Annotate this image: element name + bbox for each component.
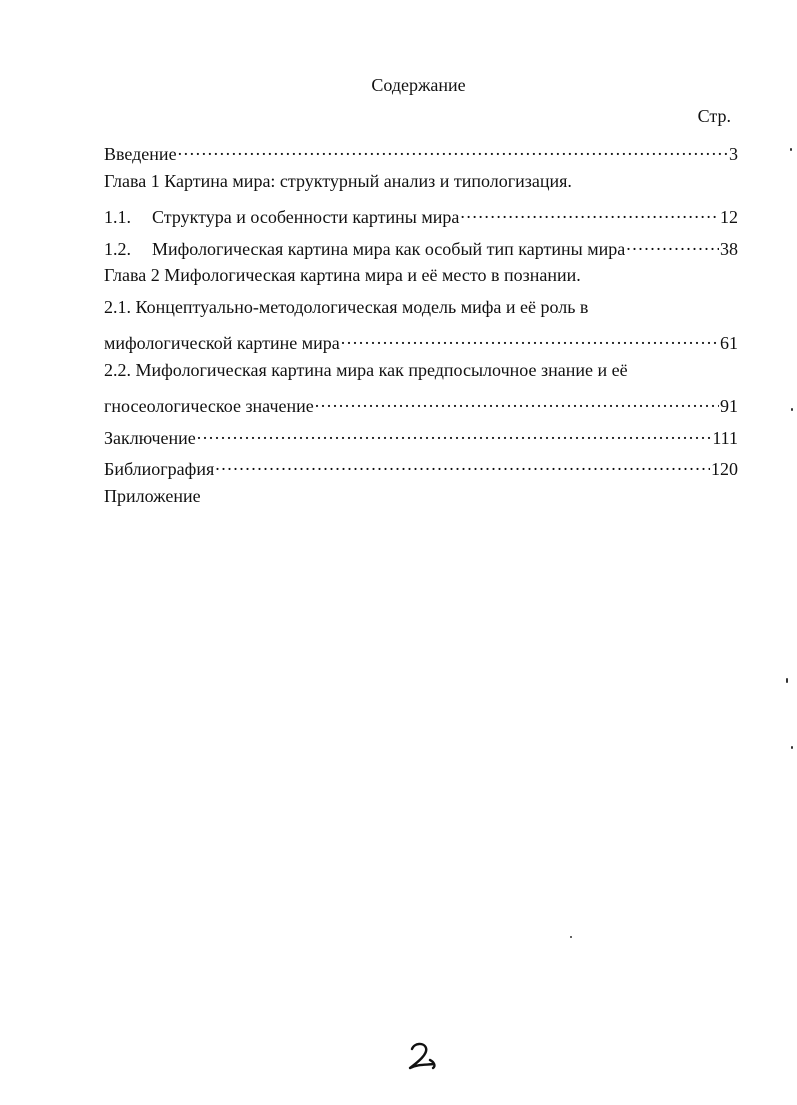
toc-entry xyxy=(104,390,738,422)
scan-speck xyxy=(791,746,793,749)
toc-entry-line xyxy=(104,485,738,517)
toc-entry-label: 2.2. Мифологическая картина мира как предпосылочное знание и её xyxy=(104,359,628,380)
toc-entry-page: 111 xyxy=(712,427,738,448)
toc-entry-line xyxy=(104,359,738,391)
toc-entry-label: Приложение xyxy=(104,485,201,506)
toc-entry xyxy=(104,422,738,454)
toc-entry-page: 3 xyxy=(729,144,738,164)
toc-entry-label: 2.1. Концептуально-методологическая модель мифа и её роль в xyxy=(104,296,589,317)
dot-leader xyxy=(460,201,719,223)
table-of-contents xyxy=(104,138,738,516)
toc-entry xyxy=(104,453,738,485)
toc-entry-label: мифологической картине мира xyxy=(104,333,340,353)
scan-speck xyxy=(791,408,793,411)
toc-entry-label: Глава 2 Мифологическая картина мира и её место в познании. xyxy=(104,265,581,285)
toc-entry-label: Глава 1 Картина мира: структурный анализ и типологизация. xyxy=(104,170,572,191)
dot-leader xyxy=(626,233,719,255)
scan-speck xyxy=(570,936,572,938)
page-title: Содержание xyxy=(371,75,466,95)
toc-entry-label: гносеологическое значение xyxy=(104,396,314,416)
page-column-label: Стр. xyxy=(697,106,731,126)
toc-entry-label: Введение xyxy=(104,144,177,164)
toc-entry xyxy=(104,201,738,233)
toc-entry-page: 120 xyxy=(711,459,738,479)
dot-leader xyxy=(197,422,712,444)
toc-entry-label: Структура и особенности картины мира xyxy=(152,207,460,227)
scan-speck xyxy=(786,678,788,683)
toc-entry xyxy=(104,327,738,359)
toc-entry-line xyxy=(104,296,738,328)
toc-entry-number: 1.2. xyxy=(104,238,131,259)
toc-entry-page: 61 xyxy=(720,333,738,353)
dot-leader xyxy=(178,138,728,160)
toc-entry-page: 38 xyxy=(720,238,738,259)
toc-entry xyxy=(104,138,738,170)
toc-entry-number: 1.1. xyxy=(104,207,131,227)
scan-speck xyxy=(790,148,792,151)
toc-entry-label: Библиография xyxy=(104,459,215,479)
dot-leader xyxy=(315,390,719,412)
toc-entry xyxy=(104,233,738,265)
toc-entry-label: Заключение xyxy=(104,427,196,448)
dot-leader xyxy=(215,453,710,475)
handwritten-page-number xyxy=(404,1040,440,1074)
toc-chapter-heading xyxy=(104,170,738,202)
toc-entry-page: 12 xyxy=(720,207,738,227)
toc-entry-label: Мифологическая картина мира как особый тип картины мира xyxy=(152,238,626,259)
toc-chapter-heading xyxy=(104,264,738,296)
toc-entry-page: 91 xyxy=(720,396,738,416)
dot-leader xyxy=(341,327,719,349)
